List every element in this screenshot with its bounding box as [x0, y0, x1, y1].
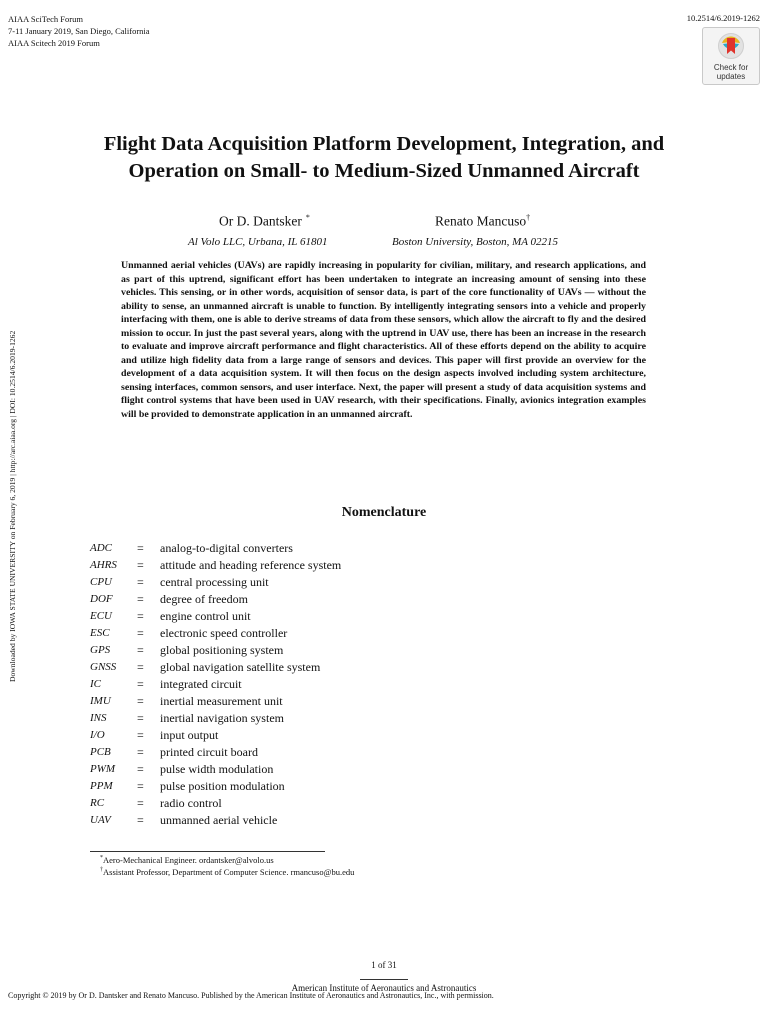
nomenclature-definition: inertial measurement unit — [160, 694, 283, 708]
nomenclature-row — [0, 728, 768, 745]
nomenclature-row — [0, 643, 768, 660]
nomenclature-term: ADC — [90, 542, 112, 554]
nomenclature-term: GNSS — [90, 661, 117, 673]
nomenclature-equals: = — [137, 745, 144, 759]
nomenclature-term: ESC — [90, 627, 110, 639]
page-rule — [360, 979, 408, 980]
nomenclature-term: PWM — [90, 763, 116, 775]
nomenclature-equals: = — [137, 796, 144, 810]
copyright-notice: Copyright © 2019 by Or D. Dantsker and Renato Mancuso. Published by the American Institute of Aeronautics and Astronautics, Inc., with permission. — [8, 991, 494, 1000]
author-2-name: Renato Mancuso — [435, 213, 527, 229]
nomenclature-equals: = — [137, 694, 144, 708]
conference-dates: 7-11 January 2019, San Diego, California — [8, 26, 150, 36]
crossmark-icon — [717, 32, 745, 62]
conference-name: AIAA SciTech Forum — [8, 14, 83, 24]
nomenclature-term: GPS — [90, 644, 111, 656]
nomenclature-term: INS — [90, 712, 107, 724]
doi-label: 10.2514/6.2019-1262 — [686, 13, 760, 23]
nomenclature-definition: global positioning system — [160, 643, 284, 657]
nomenclature-equals: = — [137, 660, 144, 674]
nomenclature-equals: = — [137, 643, 144, 657]
nomenclature-equals: = — [137, 575, 144, 589]
author-1 — [219, 213, 310, 230]
nomenclature-definition: attitude and heading reference system — [160, 558, 342, 572]
nomenclature-row — [0, 745, 768, 762]
nomenclature-term: IMU — [90, 695, 111, 707]
nomenclature-definition: pulse position modulation — [160, 779, 285, 793]
footnote-1-text: Aero-Mechanical Engineer. ordantsker@alvolo.us — [103, 855, 274, 865]
nomenclature-definition: degree of freedom — [160, 592, 248, 606]
nomenclature-equals: = — [137, 592, 144, 606]
nomenclature-term: RC — [90, 797, 105, 809]
nomenclature-row — [0, 575, 768, 592]
page-number: 1 of 31 — [371, 960, 397, 970]
nomenclature-term: PPM — [90, 780, 113, 792]
check-for-updates-badge[interactable] — [702, 27, 760, 85]
paper-title: Flight Data Acquisition Platform Development, Integration, and Operation on Small- to Medium-Sized Unmanned Aircraft — [103, 133, 665, 182]
nomenclature-definition: analog-to-digital converters — [160, 541, 293, 555]
nomenclature-definition: global navigation satellite system — [160, 660, 321, 674]
footnote-1 — [100, 855, 274, 865]
footnote-2 — [100, 867, 354, 877]
nomenclature-definition: engine control unit — [160, 609, 251, 623]
author-1-mark: * — [305, 213, 310, 222]
nomenclature-row — [0, 796, 768, 813]
publisher-name: American Institute of Aeronautics and Astronautics — [291, 983, 477, 993]
nomenclature-equals: = — [137, 711, 144, 725]
nomenclature-term: I/O — [90, 729, 105, 741]
author-1-affiliation: Al Volo LLC, Urbana, IL 61801 — [188, 236, 328, 248]
nomenclature-term: PCB — [90, 746, 111, 758]
nomenclature-row — [0, 694, 768, 711]
nomenclature-equals: = — [137, 779, 144, 793]
abstract: Unmanned aerial vehicles (UAVs) are rapidly increasing in popularity for civilian, military, and research applications, and as part of this uptrend, significant effort has been undertaken to integrate an increasing amount of sensing into these vehicles. This sensing, or in other words, acquisition of sensor data, is part of the core functionality of UAVs — without the ability to sense, an unmanned aircraft is unable to function. By intelligently integrating sensors into a vehicle and properly interfacing with them, one is able to derive streams of data from these sensors, which allow the aircraft to fly and the desired mission to occur. In just the past several years, along with the uptrend in UAV use, there has been an increase in the research to evaluate and improve aircraft performance and flight characteristics. All of these efforts depend on the ability to acquire and utilize high fidelity data from a large range of sensors and devices. This paper will first provide an overview for the development of a data acquisition system. It will then focus on the design aspects involved including system architecture, sensing interfaces, common sensors, and user interface. Next, the paper will present a study of data acquisition systems and flight control systems that have been used in UAV research, with their specifications. Finally, avionics integration examples will be provided to demonstrate application in an unmanned aircraft. — [121, 260, 646, 421]
nomenclature-equals: = — [137, 677, 144, 691]
nomenclature-equals: = — [137, 813, 144, 827]
author-2 — [435, 213, 530, 230]
footnote-2-mark: † — [100, 867, 103, 874]
nomenclature-row — [0, 541, 768, 558]
nomenclature-row — [0, 558, 768, 575]
nomenclature-definition: printed circuit board — [160, 745, 258, 759]
nomenclature-equals: = — [137, 728, 144, 742]
nomenclature-row — [0, 711, 768, 728]
nomenclature-equals: = — [137, 558, 144, 572]
nomenclature-definition: electronic speed controller — [160, 626, 288, 640]
nomenclature-row — [0, 592, 768, 609]
nomenclature-row — [0, 626, 768, 643]
check-for-updates-label: Check for updates — [713, 63, 749, 81]
nomenclature-equals: = — [137, 609, 144, 623]
nomenclature-definition: inertial navigation system — [160, 711, 284, 725]
nomenclature-heading: Nomenclature — [341, 505, 427, 520]
nomenclature-term: AHRS — [90, 559, 117, 571]
author-2-mark: † — [526, 213, 531, 222]
nomenclature-equals: = — [137, 626, 144, 640]
nomenclature-row — [0, 762, 768, 779]
nomenclature-row — [0, 779, 768, 796]
footnote-2-text: Assistant Professor, Department of Computer Science. rmancuso@bu.edu — [103, 867, 355, 877]
nomenclature-term: CPU — [90, 576, 112, 588]
nomenclature-row — [0, 609, 768, 626]
author-1-name: Or D. Dantsker — [219, 213, 302, 229]
download-watermark: Downloaded by IOWA STATE UNIVERSITY on February 6, 2019 | http://arc.aiaa.org | DOI: 10.2514/6.2019-1262 — [8, 330, 17, 682]
footnote-rule — [90, 851, 325, 852]
nomenclature-definition: integrated circuit — [160, 677, 242, 691]
footnote-1-mark: * — [100, 855, 103, 862]
nomenclature-term: IC — [90, 678, 101, 690]
nomenclature-term: ECU — [90, 610, 112, 622]
nomenclature-equals: = — [137, 541, 144, 555]
author-2-affiliation: Boston University, Boston, MA 02215 — [392, 236, 559, 248]
nomenclature-row — [0, 677, 768, 694]
nomenclature-definition: unmanned aerial vehicle — [160, 813, 278, 827]
nomenclature-definition: input output — [160, 728, 219, 742]
conference-forum: AIAA Scitech 2019 Forum — [8, 38, 100, 48]
nomenclature-definition: radio control — [160, 796, 222, 810]
nomenclature-row — [0, 813, 768, 830]
nomenclature-row — [0, 660, 768, 677]
nomenclature-term: DOF — [90, 593, 113, 605]
nomenclature-equals: = — [137, 762, 144, 776]
nomenclature-definition: pulse width modulation — [160, 762, 274, 776]
nomenclature-definition: central processing unit — [160, 575, 269, 589]
nomenclature-term: UAV — [90, 814, 111, 826]
